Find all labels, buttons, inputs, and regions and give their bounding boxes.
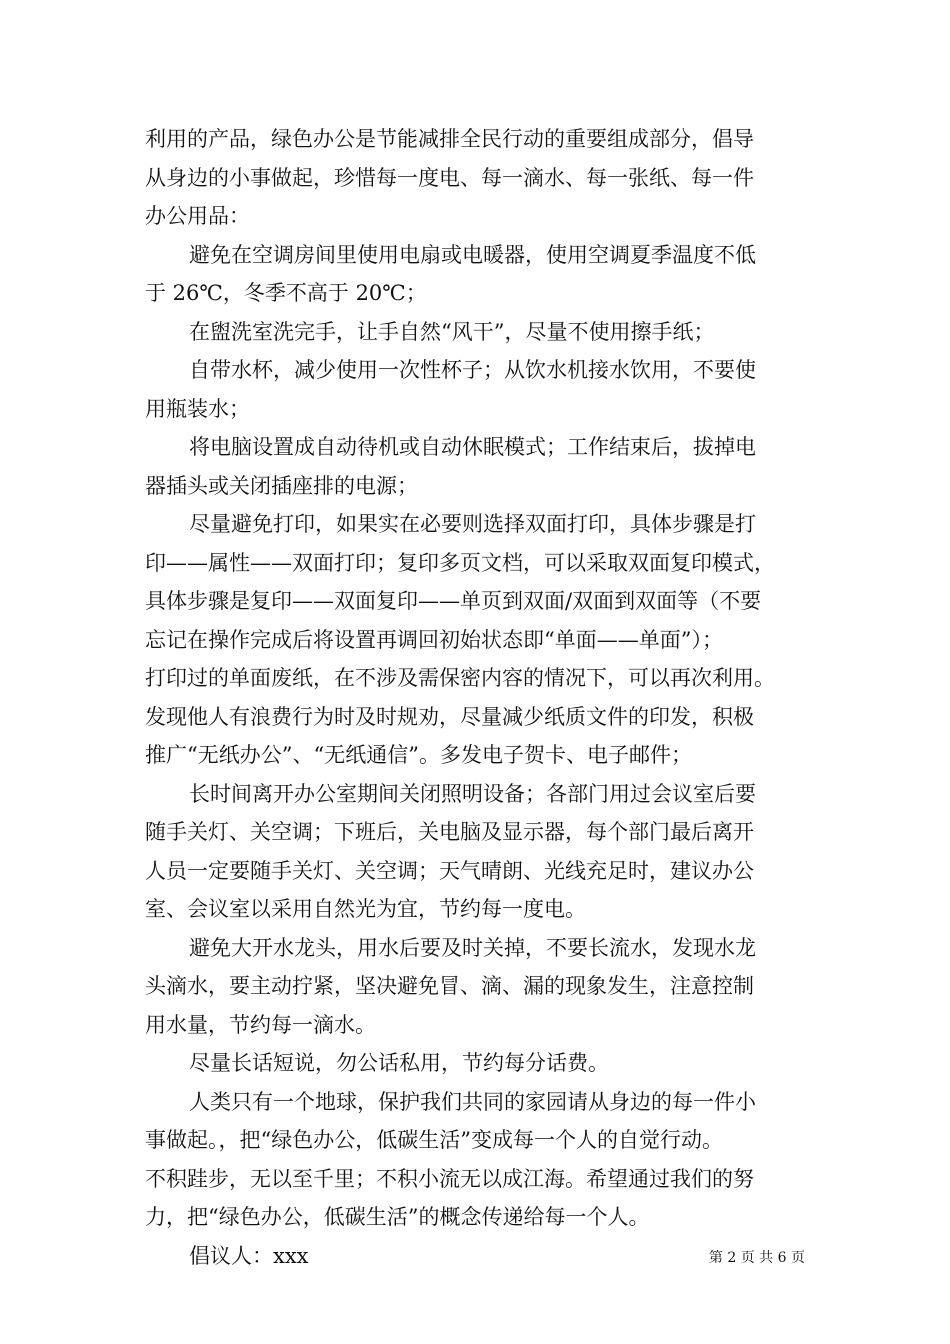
paragraph-intro [145,120,825,236]
text-line: 不积跬步，无以至千里；不积小流无以成江海。希望通过我们的努 [145,1166,754,1191]
text-line: 推广“无纸办公”、“无纸通信”。多发电子贺卡、电子邮件； [145,743,692,767]
text-line: 避免在空调房间里使用电扇或电暖器，使用空调夏季温度不低 [189,242,756,267]
text-line: 人类只有一个地球，保护我们共同的家园请从身边的每一件小 [189,1089,756,1114]
text-line: 印——属性——双面打印；复印多页文档，可以采取双面复印模式， [145,550,775,575]
text-line: 办公用品： [145,204,250,228]
text-line: 人员一定要随手关灯、关空调；天气晴朗、光线充足时，建议办公 [145,858,754,883]
text-line: 具体步骤是复印——双面复印——单页到双面/双面到双面等（不要 [145,589,762,613]
document-body [145,120,825,1275]
text-line: 尽量长话短说，勿公话私用，节约每分话费。 [189,1051,609,1075]
text-line: 自带水杯，减少使用一次性杯子；从饮水机接水饮用，不要使 [189,358,756,382]
paragraph-printing [145,505,825,775]
text-line: 打印过的单面废纸，在不涉及需保密内容的情况下，可以再次利用。 [145,666,775,690]
text-line: 头滴水，要主动拧紧，坚决避免冒、滴、漏的现象发生，注意控制 [145,974,754,998]
text-line: 用水量，节约每一滴水。 [145,1012,376,1037]
text-line: 于 26℃，冬季不高于 20℃； [145,281,427,305]
paragraph-water-cup [145,351,825,428]
text-line: 事做起。，把“绿色办公，低碳生活”变成每一个人的自觉行动。 [145,1128,723,1152]
text-line: 尽量避免打印，如果实在必要则选择双面打印，具体步骤是打 [189,512,756,536]
text-line: 随手关灯、关空调；下班后，关电脑及显示器，每个部门最后离开 [145,820,754,844]
paragraph-phone [145,1044,825,1083]
text-line: 倡议人：xxx [189,1243,309,1268]
text-line: 发现他人有浪费行为时及时规劝，尽量减少纸质文件的印发，积极 [145,704,754,729]
paragraph-hand-drying [145,313,825,352]
text-line: 用瓶装水； [145,396,250,421]
page-number-footer: 第 2 页 共 6 页 [708,1250,805,1266]
text-line: 长时间离开办公室期间关闭照明设备；各部门用过会议室后要 [189,781,756,806]
text-line: 利用的产品，绿色办公是节能减排全民行动的重要组成部分，倡导 [145,127,754,151]
paragraph-air-conditioning [145,236,825,313]
paragraph-water-tap [145,929,825,1045]
text-line: 力，把“绿色办公，低碳生活”的概念传递给每一个人。 [145,1205,650,1229]
text-line: 将电脑设置成自动待机或自动休眠模式；工作结束后，拔掉电 [189,435,756,459]
text-line: 在盥洗室洗完手，让手自然“风干”，尽量不使用擦手纸； [189,319,715,344]
paragraph-computer-standby [145,428,825,505]
text-line: 忘记在操作完成后将设置再调回初始状态即“单面——单面”）； [145,627,723,652]
text-line: 从身边的小事做起，珍惜每一度电、每一滴水、每一张纸、每一件 [145,165,754,190]
text-line: 避免大开水龙头，用水后要及时关掉，不要长流水，发现水龙 [189,935,756,960]
text-line: 室、会议室以采用自然光为宜，节约每一度电。 [145,897,586,921]
paragraph-lighting [145,775,825,929]
text-line: 器插头或关闭插座排的电源； [145,473,418,498]
paragraph-conclusion [145,1083,825,1237]
